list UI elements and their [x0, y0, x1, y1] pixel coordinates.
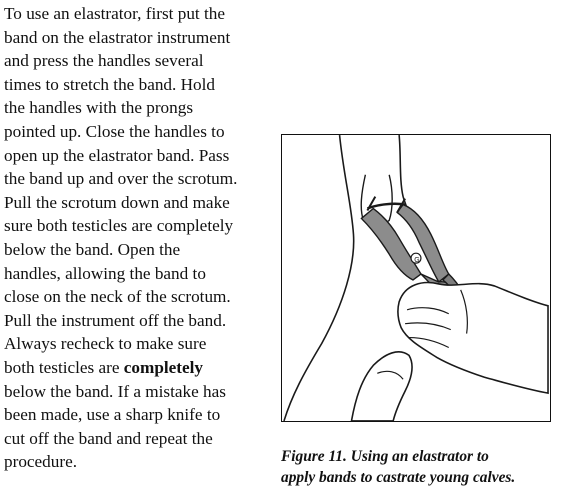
paragraph-line: sure both testicles are completely	[4, 216, 234, 236]
calf-leg-left	[284, 135, 354, 421]
paragraph-line: To use an elastrator, first put the	[4, 4, 226, 23]
paragraph-line: times to stretch the band. Hold	[4, 74, 215, 94]
paragraph-line-emphasis	[4, 356, 286, 380]
paragraph-line: open up the elastrator band. Pass	[4, 145, 230, 165]
paragraph-line: the handles with the prongs	[4, 98, 194, 118]
paragraph-line: and press the handles several	[4, 51, 204, 71]
supporting-hand	[351, 352, 412, 421]
emphasis-prefix: both testicles are	[4, 357, 124, 377]
paragraph-line: band on the elastrator instrument	[4, 27, 231, 47]
paragraph-line: Pull the instrument off the band.	[4, 310, 227, 330]
paragraph-line: Always recheck to make sure	[4, 334, 207, 354]
emphasis-word: completely	[123, 357, 204, 377]
caption-line: apply bands to castrate young calves.	[281, 469, 516, 486]
instruction-paragraph	[4, 2, 286, 474]
paragraph-line: procedure.	[4, 452, 78, 472]
figure-caption	[281, 446, 557, 488]
paragraph-line: pointed up. Close the handles to	[4, 121, 225, 141]
paragraph-line: the band up and over the scrotum.	[4, 169, 238, 189]
paragraph-line: cut off the band and repeat the	[4, 428, 213, 448]
caption-line: Figure 11. Using an elastrator to	[281, 448, 489, 465]
paragraph-line: been made, use a sharp knife to	[4, 405, 221, 425]
paragraph-line: below the band. Open the	[4, 239, 181, 259]
figure-illustration	[281, 134, 551, 422]
tool-mark: G	[414, 257, 420, 265]
paragraph-line: handles, allowing the band to	[4, 263, 206, 283]
paragraph-line: below the band. If a mistake has	[4, 381, 226, 401]
paragraph-line: close on the neck of the scrotum.	[4, 287, 231, 307]
paragraph-line: Pull the scrotum down and make	[4, 192, 230, 212]
elastrator-drawing	[282, 135, 550, 421]
